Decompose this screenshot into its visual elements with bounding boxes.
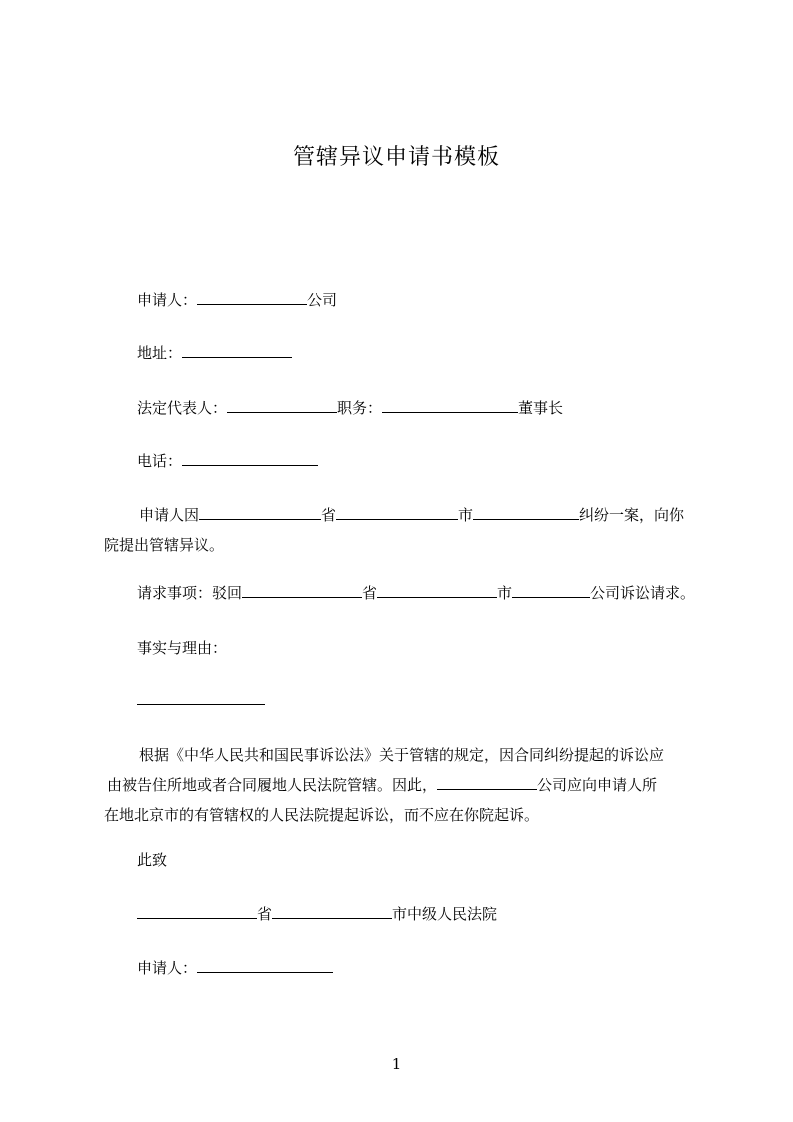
signature-blank	[197, 958, 333, 973]
document-title: 管辖异议申请书模板	[292, 145, 500, 170]
position-blank	[382, 398, 518, 413]
law-company-blank	[437, 775, 537, 790]
reason-dispute-blank	[473, 505, 579, 520]
applicant-suffix: 公司	[307, 291, 338, 309]
reason-city-blank	[336, 505, 458, 520]
reason-paragraph	[104, 500, 704, 560]
request-line	[137, 583, 695, 603]
court-province-blank	[137, 904, 257, 919]
phone-line	[137, 451, 318, 471]
legal-rep-blank	[227, 398, 337, 413]
court-province: 省	[257, 905, 273, 923]
legal-rep-line	[137, 398, 563, 418]
reason-part3: 院提出管辖异议。	[104, 536, 225, 554]
reason-city: 市	[458, 506, 474, 524]
page-number: 1	[391, 1055, 402, 1073]
facts-label: 事实与理由：	[137, 639, 228, 657]
phone-label: 电话：	[137, 452, 183, 470]
position-label: 职务：	[337, 399, 383, 417]
applicant-label: 申请人：	[137, 291, 198, 309]
court-city-blank	[272, 904, 392, 919]
law-paragraph	[104, 740, 704, 830]
request-city: 市	[497, 584, 513, 602]
reason-province-blank	[199, 505, 321, 520]
applicant-blank	[197, 290, 307, 305]
facts-blank-line	[137, 690, 265, 710]
address-label: 地址：	[137, 344, 183, 362]
applicant-line	[137, 290, 337, 310]
request-label: 请求事项：驳回	[137, 584, 243, 602]
request-suffix: 公司诉讼请求。	[590, 584, 696, 602]
reason-province: 省	[321, 506, 337, 524]
request-province: 省	[362, 584, 378, 602]
salutation-line	[137, 850, 167, 870]
facts-line	[137, 638, 227, 658]
request-city-blank	[377, 583, 497, 598]
salutation: 此致	[137, 851, 168, 869]
signature-label: 申请人：	[137, 959, 198, 977]
signature-line	[137, 958, 333, 978]
address-line	[137, 343, 292, 363]
legal-rep-label: 法定代表人：	[137, 399, 228, 417]
court-line	[137, 904, 497, 924]
position-value: 董事长	[518, 399, 564, 417]
law-line-2b: 公司应向申请人所	[537, 776, 658, 794]
law-line-3: 在地北京市的有管辖权的人民法院提起诉讼，而不应在你院起诉。	[104, 806, 540, 824]
phone-blank	[182, 451, 318, 466]
reason-part1: 申请人因	[139, 506, 200, 524]
law-line-1: 根据《中华人民共和国民事诉讼法》关于管辖的规定，因合同纠纷提起的诉讼应	[139, 746, 665, 764]
request-province-blank	[242, 583, 362, 598]
address-blank	[182, 343, 292, 358]
law-line-2a: 由被告住所地或者合同履地人民法院管辖。因此，	[107, 776, 438, 794]
court-suffix: 市中级人民法院	[392, 905, 498, 923]
reason-part2: 纠纷一案，向你	[579, 506, 685, 524]
request-company-blank	[512, 583, 590, 598]
facts-blank	[137, 690, 265, 705]
